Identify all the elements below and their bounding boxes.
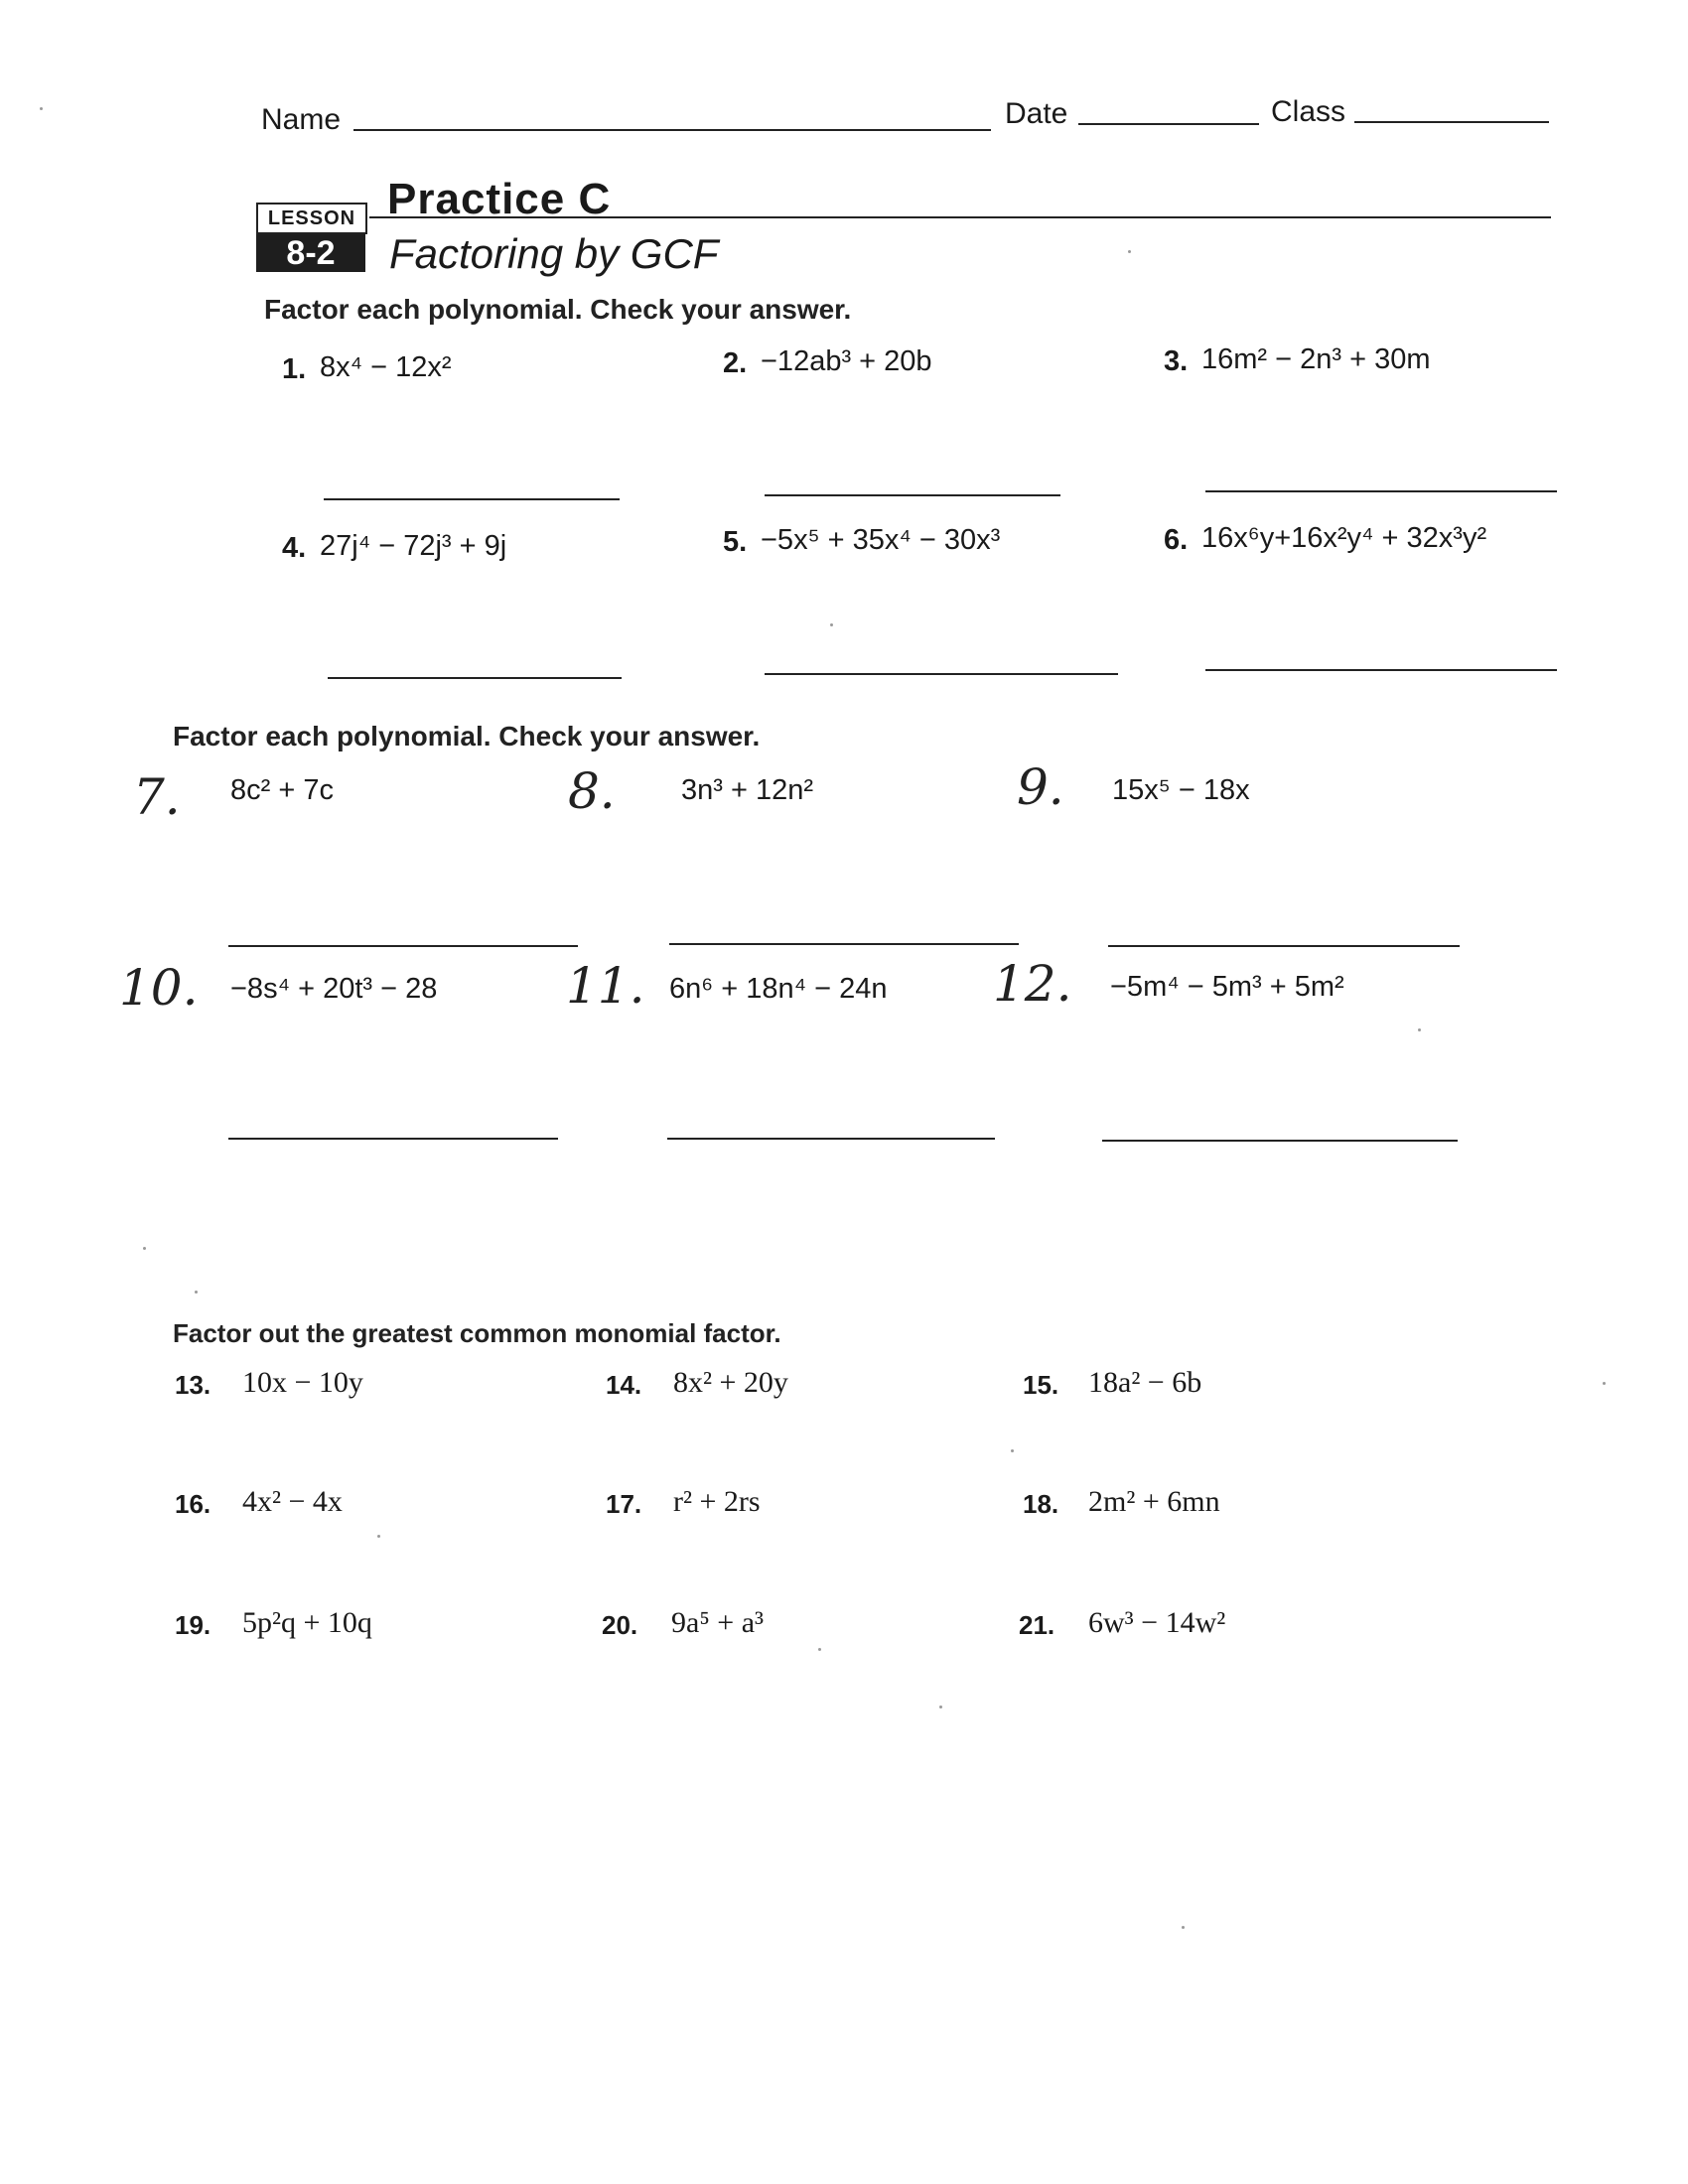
answer-line[interactable]: [228, 1138, 558, 1140]
page-title: Practice C: [387, 175, 612, 223]
problem-number: 7.: [133, 768, 181, 826]
answer-line[interactable]: [765, 494, 1060, 496]
problem-expression: 27j⁴ − 72j³ + 9j: [320, 530, 507, 562]
answer-line[interactable]: [667, 1138, 995, 1140]
problem-number: 16.: [175, 1489, 211, 1519]
scan-speck: [1128, 250, 1131, 253]
problem-number: 9.: [1017, 758, 1064, 816]
problem-number: 17.: [606, 1489, 642, 1519]
answer-line[interactable]: [1102, 1140, 1458, 1142]
problem-expression: r² + 2rs: [673, 1485, 761, 1518]
problem-expression: 15x⁵ − 18x: [1112, 774, 1250, 806]
scan-speck: [1418, 1028, 1421, 1031]
section1-instruction: Factor each polynomial. Check your answer.: [264, 294, 852, 325]
name-label: Name: [261, 103, 342, 136]
problem-expression: 16m² − 2n³ + 30m: [1201, 343, 1431, 375]
date-field[interactable]: [1078, 123, 1259, 125]
problem-number: 19.: [175, 1610, 211, 1640]
scan-speck: [1182, 1926, 1185, 1929]
answer-line[interactable]: [1108, 945, 1460, 947]
problem-number: 21.: [1019, 1610, 1055, 1640]
problem-number: 3.: [1164, 345, 1189, 377]
answer-line[interactable]: [1205, 490, 1557, 492]
problem-expression: 8x² + 20y: [673, 1366, 788, 1399]
problem-expression: 6n⁶ + 18n⁴ − 24n: [669, 973, 888, 1005]
answer-line[interactable]: [328, 677, 622, 679]
scan-speck: [830, 623, 833, 626]
problem-expression: 10x − 10y: [242, 1366, 363, 1399]
problem-number: 10.: [119, 959, 199, 1017]
class-field[interactable]: [1354, 121, 1549, 123]
problem-number: 18.: [1023, 1489, 1059, 1519]
scan-speck: [195, 1291, 198, 1294]
problem-number: 6.: [1164, 524, 1189, 556]
problem-number: 12.: [993, 955, 1072, 1013]
problem-expression: 18a² − 6b: [1088, 1366, 1202, 1399]
problem-number: 13.: [175, 1370, 211, 1400]
scan-speck: [1011, 1449, 1014, 1452]
section3-instruction: Factor out the greatest common monomial factor.: [173, 1318, 781, 1348]
problem-expression: −8s⁴ + 20t³ − 28: [230, 973, 438, 1005]
problem-expression: −5x⁵ + 35x⁴ − 30x³: [761, 524, 1001, 556]
problem-number: 4.: [282, 532, 307, 564]
problem-expression: 9a⁵ + a³: [671, 1606, 765, 1639]
problem-expression: 8c² + 7c: [230, 774, 334, 806]
answer-line[interactable]: [324, 498, 620, 500]
name-field[interactable]: [353, 129, 991, 131]
page-subtitle: Factoring by GCF: [389, 230, 719, 277]
problem-expression: −12ab³ + 20b: [761, 345, 932, 377]
problem-expression: 6w³ − 14w²: [1088, 1606, 1226, 1639]
problem-number: 8.: [568, 762, 616, 820]
problem-expression: −5m⁴ − 5m³ + 5m²: [1110, 971, 1344, 1003]
problem-number: 15.: [1023, 1370, 1059, 1400]
problem-expression: 2m² + 6mn: [1088, 1485, 1220, 1518]
problem-number: 20.: [602, 1610, 638, 1640]
section2-instruction: Factor each polynomial. Check your answer.: [173, 721, 761, 751]
scan-speck: [40, 107, 43, 110]
scan-speck: [818, 1648, 821, 1651]
answer-line[interactable]: [228, 945, 578, 947]
problem-expression: 4x² − 4x: [242, 1485, 343, 1518]
answer-line[interactable]: [765, 673, 1118, 675]
problem-expression: 8x⁴ − 12x²: [320, 351, 452, 383]
lesson-number: 8-2: [256, 234, 365, 272]
scan-speck: [143, 1247, 146, 1250]
problem-number: 5.: [723, 526, 748, 558]
answer-line[interactable]: [1205, 669, 1557, 671]
title-rule: [369, 216, 1551, 218]
answer-line[interactable]: [669, 943, 1019, 945]
problem-expression: 16x⁶y+16x²y⁴ + 32x³y²: [1201, 522, 1487, 554]
date-label: Date: [1005, 97, 1068, 130]
problem-number: 1.: [282, 353, 307, 385]
problem-number: 14.: [606, 1370, 642, 1400]
scan-speck: [377, 1535, 380, 1538]
scan-speck: [1603, 1382, 1606, 1385]
class-label: Class: [1271, 95, 1346, 128]
problem-expression: 5p²q + 10q: [242, 1606, 372, 1639]
problem-expression: 3n³ + 12n²: [681, 774, 814, 806]
scan-speck: [939, 1706, 942, 1708]
problem-number: 2.: [723, 347, 748, 379]
lesson-label: LESSON: [256, 203, 367, 234]
problem-number: 11.: [566, 957, 645, 1015]
